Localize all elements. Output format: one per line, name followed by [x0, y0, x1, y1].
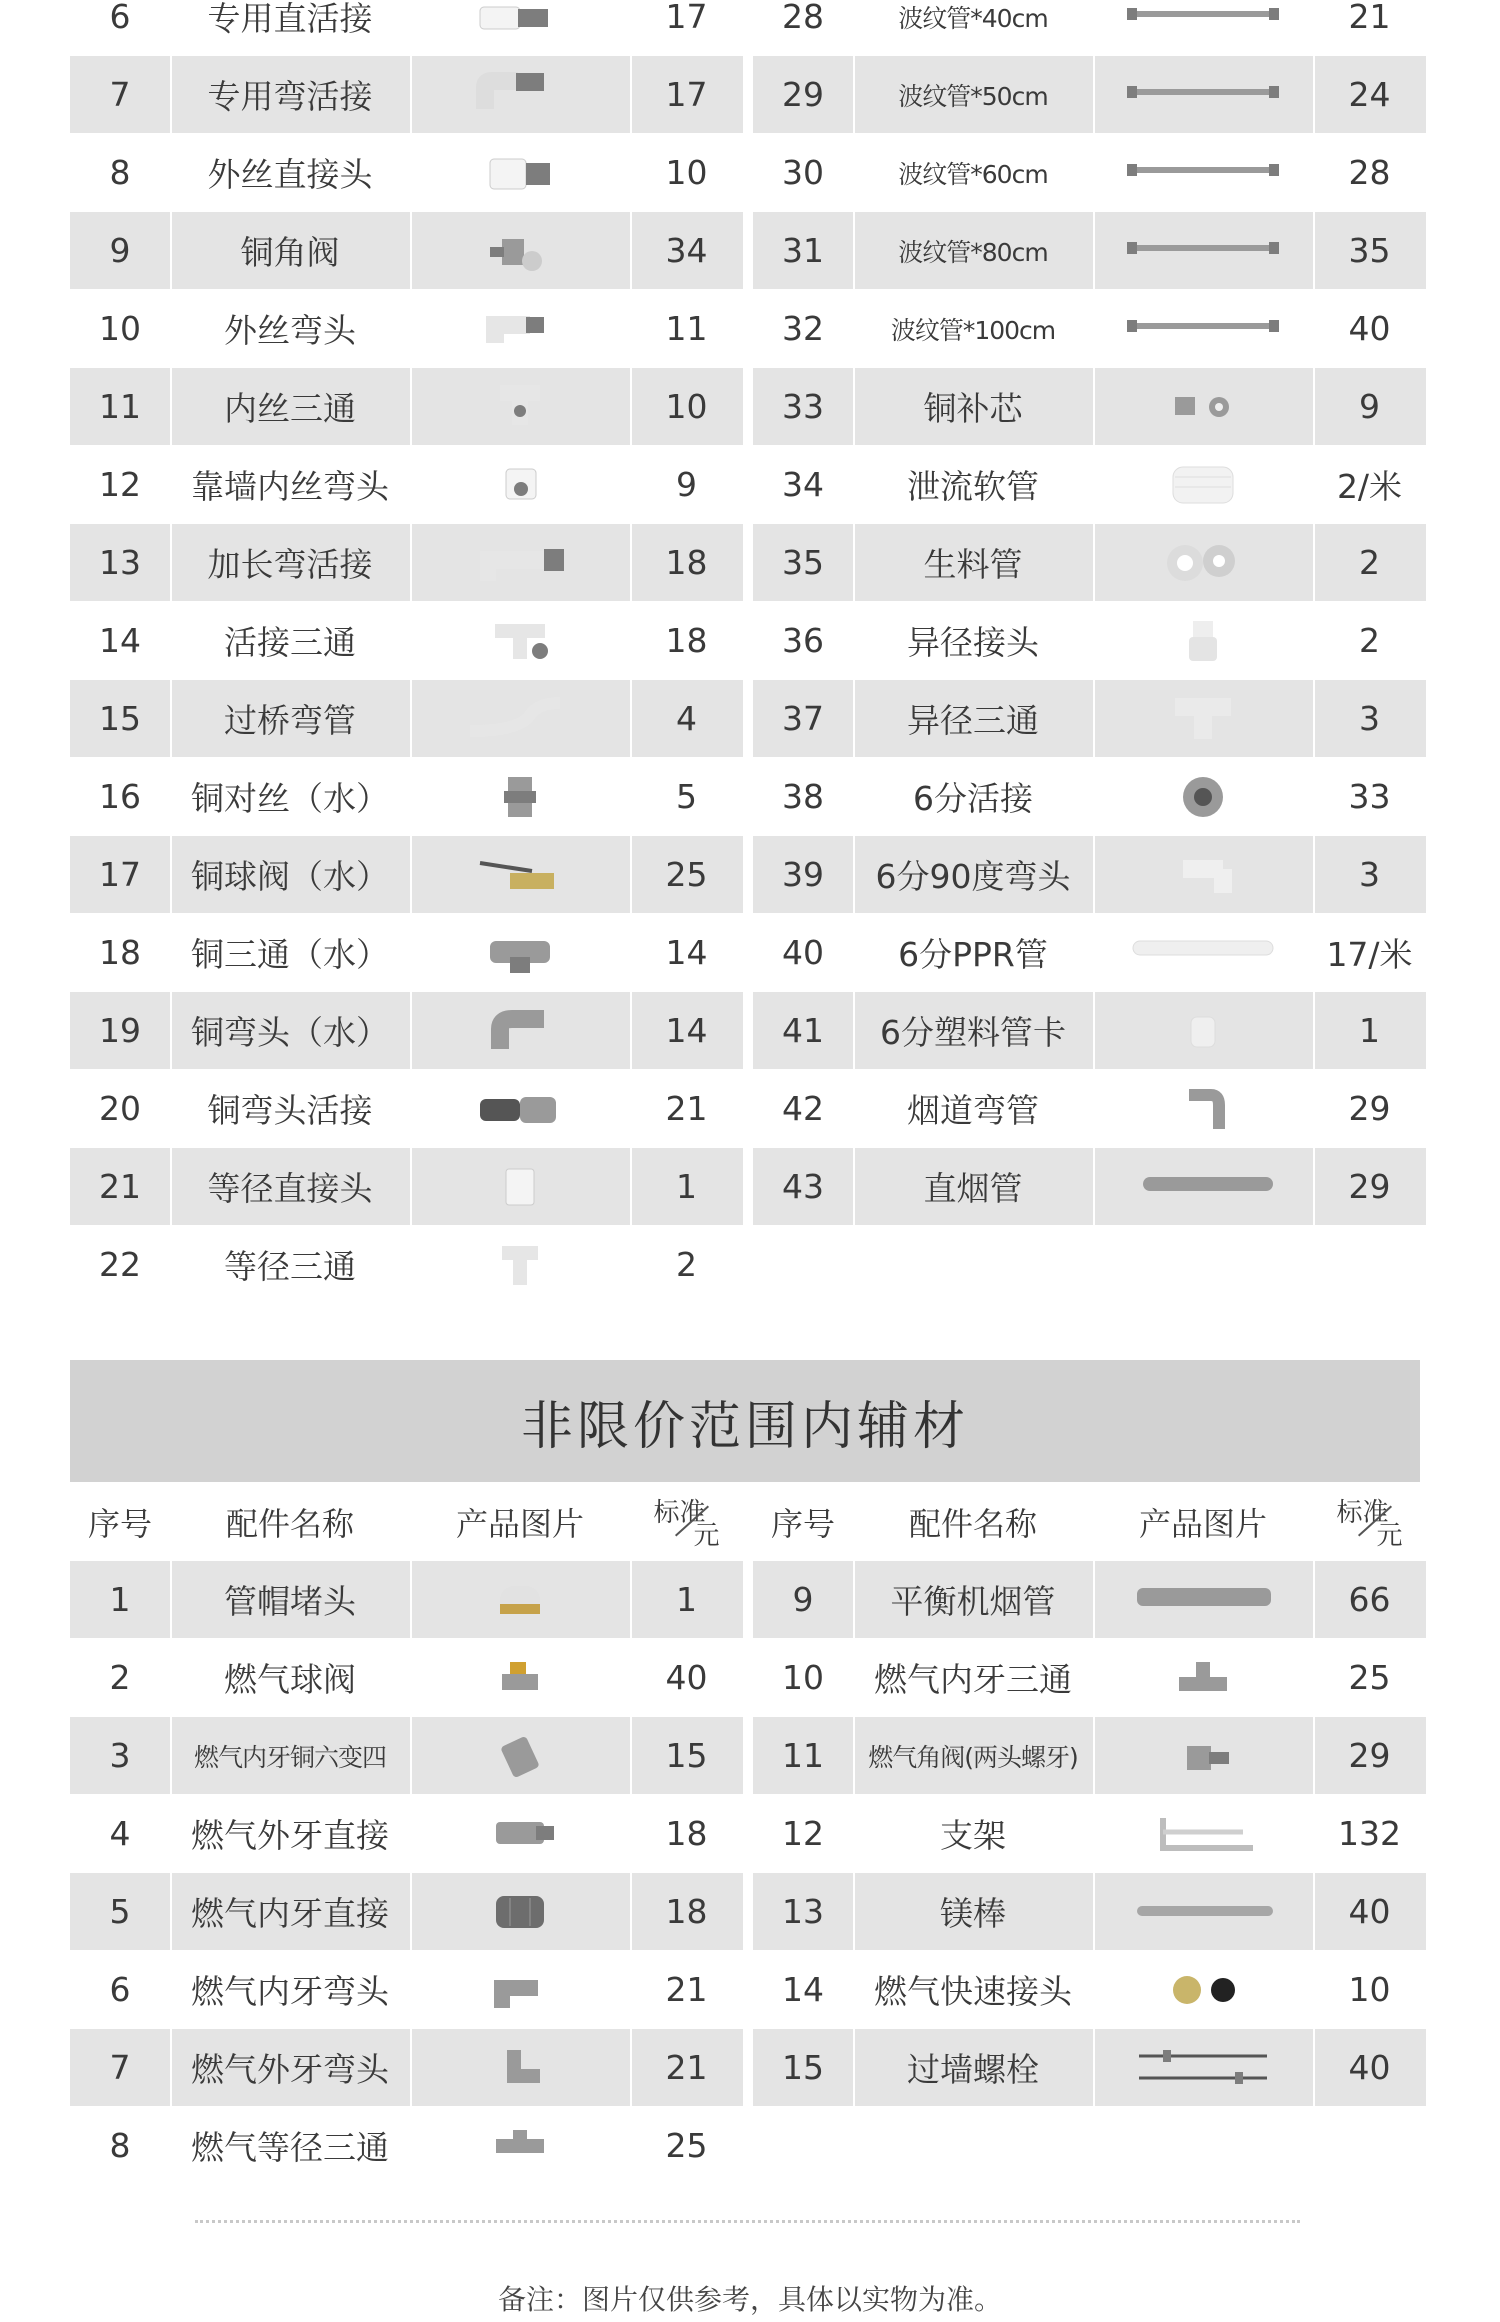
- row-right-half: [753, 0, 1426, 55]
- bridge-bend-icon: [410, 680, 630, 757]
- item-number: 3: [109, 1736, 131, 1775]
- row-left-half: [70, 758, 743, 835]
- item-name: 6分90度弯头: [875, 857, 1071, 896]
- item-price: 14: [665, 933, 708, 972]
- item-name: 燃气外牙直接: [191, 1816, 389, 1855]
- table-row: [70, 524, 1420, 602]
- item-name: 过桥弯管: [224, 701, 356, 740]
- item-name: 铜三通（水）: [191, 935, 389, 974]
- item-price: 17/米: [1326, 935, 1413, 974]
- table-row: [70, 1561, 1420, 1639]
- row-left-half: [70, 1226, 743, 1303]
- table-row: [70, 602, 1420, 680]
- item-name: 靠墙内丝弯头: [191, 467, 389, 506]
- item-price: 24: [1348, 75, 1391, 114]
- female-thread-tee-icon: [410, 368, 630, 445]
- item-name: 波纹管*40cm: [898, 3, 1048, 33]
- row-right-half: [753, 680, 1426, 757]
- corrugated-hose-icon: [1093, 0, 1313, 55]
- item-number: 17: [99, 855, 141, 894]
- item-number: 12: [99, 465, 141, 504]
- gas-male-coupling-icon: [410, 1795, 630, 1872]
- reducing-tee-icon: [1093, 680, 1313, 757]
- item-name: 外丝直接头: [207, 155, 373, 194]
- gas-equal-tee-icon: [410, 2107, 630, 2184]
- header-no: 序号: [87, 1505, 152, 1543]
- row-right-half: [753, 758, 1426, 835]
- row-left-half: [70, 1873, 743, 1950]
- item-price: 21: [665, 1089, 708, 1128]
- item-price: 10: [665, 387, 708, 426]
- item-name: 直烟管: [923, 1169, 1023, 1208]
- row-right-half: [753, 56, 1426, 133]
- item-name: 铜对丝（水）: [191, 779, 389, 818]
- item-price: 10: [665, 153, 708, 192]
- item-price: 18: [665, 621, 708, 660]
- header-image: 产品图片: [455, 1505, 584, 1543]
- brass-elbow-icon: [410, 992, 630, 1069]
- row-right-half: [753, 1951, 1426, 2028]
- item-number: 43: [782, 1167, 824, 1206]
- row-right-half: [753, 1873, 1426, 1950]
- balanced-flue-pipe-icon: [1093, 1561, 1313, 1638]
- row-right-half: [753, 2107, 1426, 2184]
- item-name: 平衡机烟管: [890, 1582, 1056, 1621]
- item-number: 33: [782, 387, 824, 426]
- row-left-half: [70, 1148, 743, 1225]
- row-right-half: [753, 1148, 1426, 1225]
- item-price: 34: [665, 231, 708, 270]
- header-price-top-right: 标准: [1336, 1498, 1389, 1528]
- item-name: 支架: [940, 1816, 1006, 1855]
- table-row: [70, 290, 1420, 368]
- corrugated-hose-icon: [1093, 134, 1313, 211]
- item-number: 14: [99, 621, 141, 660]
- item-number: 9: [792, 1580, 814, 1619]
- item-name: 铜弯头（水）: [191, 1013, 389, 1052]
- flue-elbow-icon: [1093, 1070, 1313, 1147]
- row-left-half: [70, 602, 743, 679]
- item-name: 管帽堵头: [224, 1582, 356, 1621]
- item-number: 15: [782, 2048, 824, 2087]
- fittings-table-1: [70, 0, 1420, 1304]
- table-row: [70, 2107, 1420, 2185]
- item-name: 活接三通: [224, 623, 356, 662]
- item-number: 13: [782, 1892, 824, 1931]
- item-name: 燃气内牙铜六变四: [193, 1742, 386, 1772]
- pipe-cap-icon: [410, 1561, 630, 1638]
- item-price: 25: [1348, 1658, 1391, 1697]
- row-left-half: [70, 992, 743, 1069]
- row-right-half: [753, 446, 1426, 523]
- item-price: 17: [665, 0, 708, 36]
- ball-valve-icon: [410, 836, 630, 913]
- item-name: 燃气外牙弯头: [191, 2050, 389, 2089]
- item-number: 34: [782, 465, 824, 504]
- item-price: 3: [1359, 699, 1380, 738]
- item-price: 3: [1359, 855, 1380, 894]
- straight-union-icon: [410, 0, 630, 55]
- row-left-half: [70, 134, 743, 211]
- item-price: 35: [1348, 231, 1391, 270]
- item-price: 29: [1348, 1089, 1391, 1128]
- row-left-half: [70, 680, 743, 757]
- row-right-half: [753, 290, 1426, 367]
- item-number: 18: [99, 933, 141, 972]
- table-row: [70, 758, 1420, 836]
- item-number: 1: [109, 1580, 131, 1619]
- equal-coupling-icon: [410, 1148, 630, 1225]
- fittings-table-2: [70, 1561, 1420, 2185]
- item-name: 6分活接: [913, 779, 1033, 818]
- item-number: 10: [782, 1658, 824, 1697]
- item-number: 4: [109, 1814, 131, 1853]
- header-price: [630, 1484, 743, 1560]
- item-number: 40: [782, 933, 824, 972]
- union-icon: [1093, 758, 1313, 835]
- row-right-half: [753, 1226, 1426, 1303]
- item-number: 32: [782, 309, 824, 348]
- item-name: 异径接头: [907, 623, 1039, 662]
- item-number: 39: [782, 855, 824, 894]
- item-price: 29: [1348, 1736, 1391, 1775]
- header-no-right: 序号: [770, 1505, 835, 1543]
- row-right-half: [753, 992, 1426, 1069]
- row-right-half: [753, 1717, 1426, 1794]
- row-right-half: [753, 1561, 1426, 1638]
- item-name: 波纹管*50cm: [898, 81, 1048, 111]
- table-row: [70, 1148, 1420, 1226]
- item-number: 16: [99, 777, 141, 816]
- item-number: 22: [99, 1245, 141, 1284]
- corrugated-hose-icon: [1093, 212, 1313, 289]
- item-name: 铜球阀（水）: [191, 857, 389, 896]
- item-number: 12: [782, 1814, 824, 1853]
- item-price: 21: [665, 2048, 708, 2087]
- item-name: 外丝弯头: [224, 311, 356, 350]
- item-price: 25: [665, 2126, 708, 2165]
- row-right-half: [753, 836, 1426, 913]
- item-number: 30: [782, 153, 824, 192]
- item-price: 40: [1348, 2048, 1391, 2087]
- item-name: 铜补芯: [923, 389, 1023, 428]
- item-price: 2: [676, 1245, 697, 1284]
- flue-pipe-icon: [1093, 1148, 1313, 1225]
- table-header-row: [70, 1484, 1420, 1560]
- item-price: 29: [1348, 1167, 1391, 1206]
- magnesium-rod-icon: [1093, 1873, 1313, 1950]
- item-name: 专用直活接: [207, 0, 373, 38]
- row-right-half: [753, 212, 1426, 289]
- row-right-half: [753, 2029, 1426, 2106]
- row-left-half: [70, 446, 743, 523]
- item-price: 5: [676, 777, 697, 816]
- row-left-half: [70, 524, 743, 601]
- table-row: [70, 836, 1420, 914]
- item-name: 波纹管*60cm: [898, 159, 1048, 189]
- table-row: [70, 1873, 1420, 1951]
- item-number: 10: [99, 309, 141, 348]
- item-number: 11: [99, 387, 141, 426]
- gas-male-elbow-icon: [410, 2029, 630, 2106]
- wall-bolt-icon: [1093, 2029, 1313, 2106]
- brass-bushing-icon: [1093, 368, 1313, 445]
- table-row: [70, 446, 1420, 524]
- item-number: 2: [109, 1658, 131, 1697]
- item-number: 35: [782, 543, 824, 582]
- item-name: 加长弯活接: [207, 545, 373, 584]
- item-name: 烟道弯管: [907, 1091, 1039, 1130]
- wall-elbow-icon: [410, 446, 630, 523]
- table-row: [70, 212, 1420, 290]
- gas-female-elbow-icon: [410, 1951, 630, 2028]
- item-number: 6: [109, 1970, 131, 2009]
- item-number: 8: [109, 153, 131, 192]
- item-price: 132: [1338, 1814, 1401, 1853]
- row-right-half: [753, 1070, 1426, 1147]
- brass-elbow-union-icon: [410, 1070, 630, 1147]
- item-number: 5: [109, 1892, 131, 1931]
- item-price: 18: [665, 1892, 708, 1931]
- row-left-half: [70, 1795, 743, 1872]
- item-price: 18: [665, 1814, 708, 1853]
- male-thread-elbow-icon: [410, 290, 630, 367]
- row-left-half: [70, 212, 743, 289]
- hex-nipple-icon: [410, 758, 630, 835]
- table-row: [70, 1226, 1420, 1304]
- section-title: 非限价范围内辅材: [70, 1360, 1420, 1482]
- item-number: 20: [99, 1089, 141, 1128]
- equal-tee-icon: [410, 1226, 630, 1303]
- table-row: [70, 1951, 1420, 2029]
- item-price: 21: [1348, 0, 1391, 36]
- item-name: 燃气内牙三通: [874, 1660, 1072, 1699]
- row-right-half: [753, 1639, 1426, 1716]
- table-row: [70, 1070, 1420, 1148]
- table-row: [70, 368, 1420, 446]
- item-price: 40: [1348, 309, 1391, 348]
- item-price: 4: [676, 699, 697, 738]
- item-price: 40: [665, 1658, 708, 1697]
- brass-tee-icon: [410, 914, 630, 991]
- item-name: 燃气球阀: [224, 1660, 356, 1699]
- item-number: 9: [109, 231, 131, 270]
- item-price: 33: [1348, 777, 1391, 816]
- table-row: [70, 2029, 1420, 2107]
- row-left-half: [70, 1717, 743, 1794]
- row-right-half: [753, 602, 1426, 679]
- header-name: 配件名称: [225, 1505, 354, 1543]
- item-price: 9: [676, 465, 697, 504]
- long-elbow-union-icon: [410, 524, 630, 601]
- item-name: 6分PPR管: [898, 935, 1048, 974]
- item-number: 36: [782, 621, 824, 660]
- union-tee-icon: [410, 602, 630, 679]
- item-price: 2: [1359, 621, 1380, 660]
- row-left-half: [70, 836, 743, 913]
- row-right-half: [753, 1795, 1426, 1872]
- pipe-clip-icon: [1093, 992, 1313, 1069]
- item-number: 11: [782, 1736, 824, 1775]
- header-price-top: 标准: [653, 1498, 706, 1528]
- row-left-half: [70, 2029, 743, 2106]
- row-right-half: [753, 368, 1426, 445]
- item-name: 燃气快速接头: [874, 1972, 1072, 2011]
- row-left-half: [70, 1561, 743, 1638]
- table-row: [70, 1717, 1420, 1795]
- item-number: 14: [782, 1970, 824, 2009]
- reducer-icon: [1093, 602, 1313, 679]
- gas-female-tee-icon: [1093, 1639, 1313, 1716]
- table-row: [70, 0, 1420, 56]
- corrugated-hose-icon: [1093, 56, 1313, 133]
- item-name: 专用弯活接: [207, 77, 373, 116]
- item-price: 15: [665, 1736, 708, 1775]
- row-left-half: [70, 914, 743, 991]
- footer-note: 备注：图片仅供参考，具体以实物为准。: [497, 2283, 1002, 2316]
- table-row: [70, 680, 1420, 758]
- item-name: 等径直接头: [207, 1169, 373, 1208]
- gas-ball-valve-icon: [410, 1639, 630, 1716]
- item-price: 2/米: [1336, 467, 1403, 506]
- item-number: 19: [99, 1011, 141, 1050]
- item-name: 波纹管*100cm: [890, 315, 1056, 345]
- row-right-half: [753, 134, 1426, 211]
- item-price: 17: [665, 75, 708, 114]
- item-price: 1: [676, 1167, 697, 1206]
- row-left-half: [70, 0, 743, 55]
- row-left-half: [70, 56, 743, 133]
- item-price: 21: [665, 1970, 708, 2009]
- item-name: 燃气等径三通: [191, 2128, 389, 2167]
- table-row: [70, 1639, 1420, 1717]
- item-name: 生料管: [923, 545, 1023, 584]
- item-name: 内丝三通: [224, 389, 356, 428]
- dotted-divider: [195, 2220, 1300, 2223]
- item-price: 40: [1348, 1892, 1391, 1931]
- gas-quick-connector-icon: [1093, 1951, 1313, 2028]
- gas-reducer-icon: [410, 1717, 630, 1794]
- gas-female-coupling-icon: [410, 1873, 630, 1950]
- table-row: [70, 992, 1420, 1070]
- header-price-bottom-right: 元: [1376, 1521, 1403, 1551]
- item-price: 25: [665, 855, 708, 894]
- item-price: 11: [665, 309, 708, 348]
- item-name: 燃气内牙直接: [191, 1894, 389, 1933]
- item-price: 2: [1359, 543, 1380, 582]
- ppr-pipe-icon: [1093, 914, 1313, 991]
- item-price: 10: [1348, 1970, 1391, 2009]
- row-right-half: [753, 524, 1426, 601]
- drain-hose-icon: [1093, 446, 1313, 523]
- row-left-half: [70, 368, 743, 445]
- header-price-right: [1313, 1484, 1426, 1560]
- item-name: 铜角阀: [240, 233, 340, 272]
- item-number: 13: [99, 543, 141, 582]
- row-left-half: [70, 1951, 743, 2028]
- item-number: 7: [109, 2048, 131, 2087]
- row-left-half: [70, 1639, 743, 1716]
- angle-valve-icon: [410, 212, 630, 289]
- table-row: [70, 134, 1420, 212]
- item-name: 等径三通: [224, 1247, 356, 1286]
- item-number: 8: [109, 2126, 131, 2165]
- item-number: 42: [782, 1089, 824, 1128]
- item-number: 28: [782, 0, 824, 36]
- table-row: [70, 1795, 1420, 1873]
- elbow-union-icon: [410, 56, 630, 133]
- item-number: 38: [782, 777, 824, 816]
- header-price-bottom: 元: [693, 1521, 720, 1551]
- item-name: 波纹管*80cm: [898, 237, 1048, 267]
- header-image-right: 产品图片: [1138, 1505, 1267, 1543]
- corrugated-hose-icon: [1093, 290, 1313, 367]
- item-name: 过墙螺栓: [907, 2050, 1039, 2089]
- row-right-half: [753, 914, 1426, 991]
- item-price: 28: [1348, 153, 1391, 192]
- item-number: 41: [782, 1011, 824, 1050]
- row-left-half: [70, 2107, 743, 2184]
- table-row: [70, 56, 1420, 134]
- item-name: 6分塑料管卡: [880, 1013, 1066, 1052]
- item-price: 18: [665, 543, 708, 582]
- item-price: 1: [1359, 1011, 1380, 1050]
- item-name: 异径三通: [907, 701, 1039, 740]
- item-price: 9: [1359, 387, 1380, 426]
- item-price: 1: [676, 1580, 697, 1619]
- bracket-icon: [1093, 1795, 1313, 1872]
- item-number: 15: [99, 699, 141, 738]
- item-number: 29: [782, 75, 824, 114]
- item-name: 镁棒: [940, 1894, 1006, 1933]
- item-price: 14: [665, 1011, 708, 1050]
- elbow-90-icon: [1093, 836, 1313, 913]
- item-price: 66: [1348, 1580, 1391, 1619]
- row-left-half: [70, 1070, 743, 1147]
- header-name-right: 配件名称: [908, 1505, 1037, 1543]
- item-number: 21: [99, 1167, 141, 1206]
- item-number: 7: [109, 75, 131, 114]
- item-number: 6: [109, 0, 131, 36]
- item-number: 31: [782, 231, 824, 270]
- male-thread-coupling-icon: [410, 134, 630, 211]
- row-left-half: [70, 290, 743, 367]
- gas-angle-valve-icon: [1093, 1717, 1313, 1794]
- item-name: 燃气内牙弯头: [191, 1972, 389, 2011]
- item-name: 燃气角阀(两头螺牙): [868, 1742, 1078, 1772]
- item-number: 37: [782, 699, 824, 738]
- ptfe-tape-icon: [1093, 524, 1313, 601]
- table-row: [70, 914, 1420, 992]
- item-name: 泄流软管: [907, 467, 1039, 506]
- item-name: 铜弯头活接: [207, 1091, 373, 1130]
